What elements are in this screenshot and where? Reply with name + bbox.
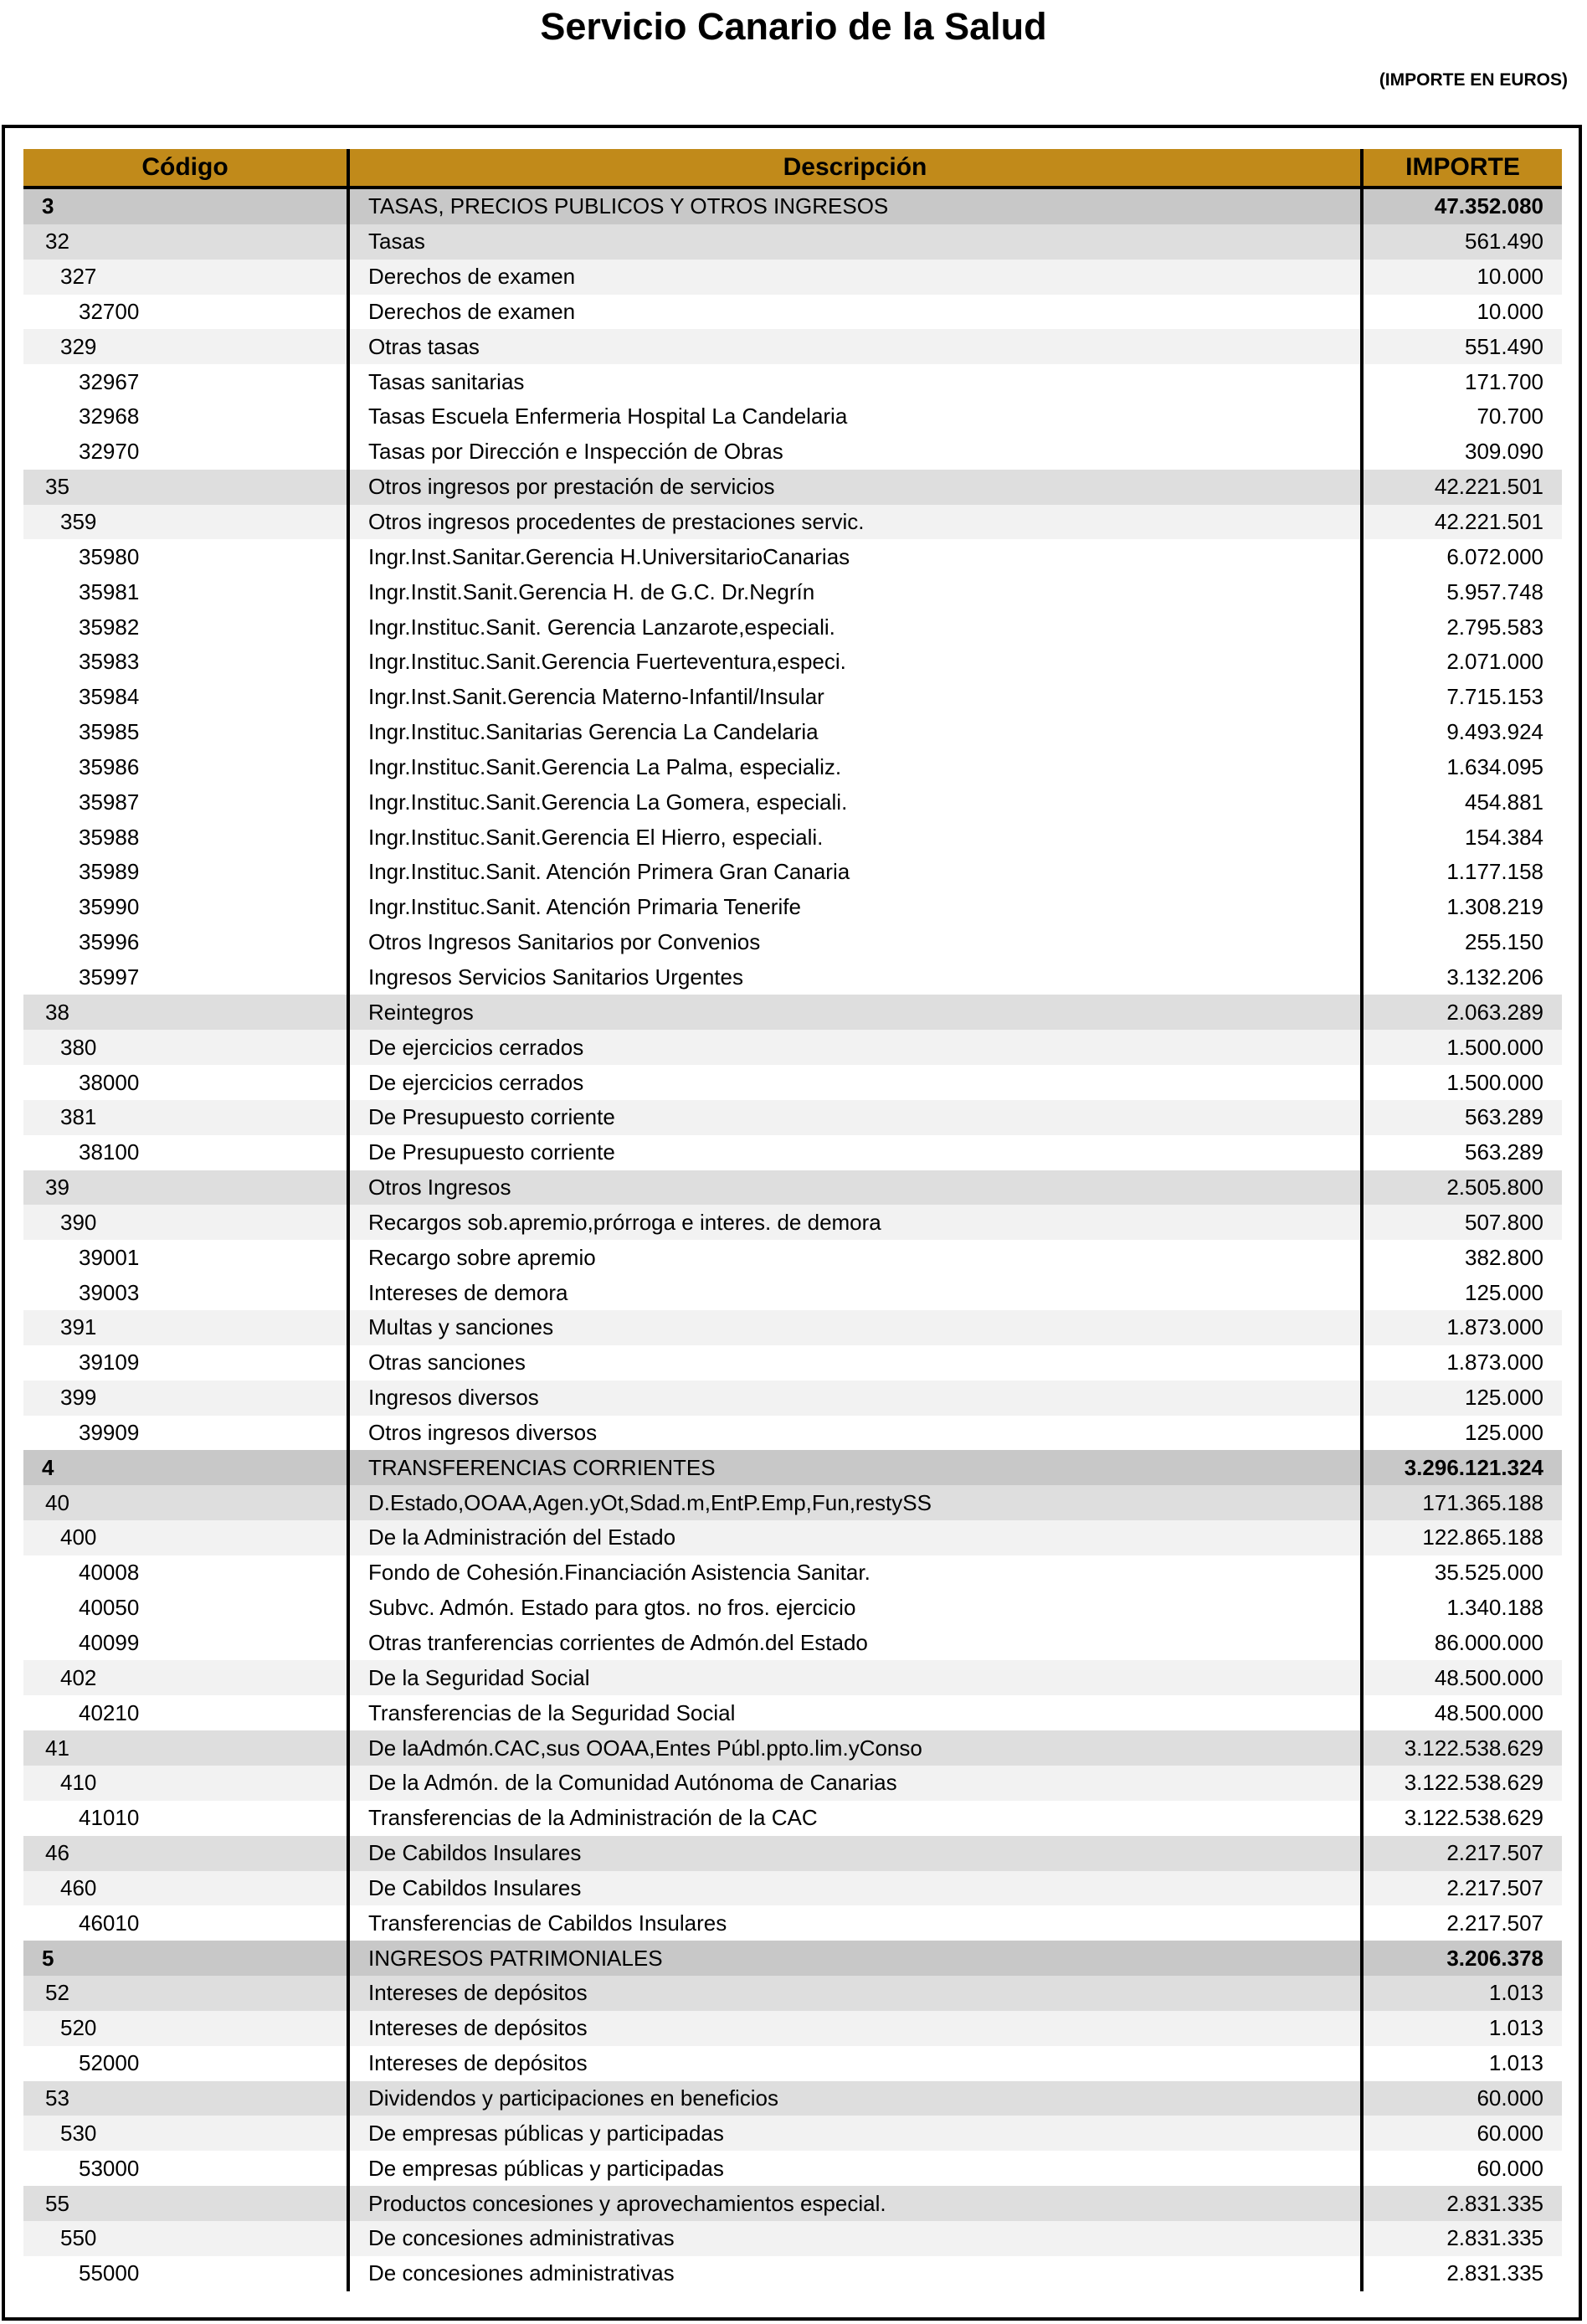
row-description: Reintegros [347, 995, 1364, 1030]
row-code: 35996 [79, 929, 140, 955]
row-code: 35987 [79, 789, 140, 815]
row-code: 460 [60, 1874, 97, 1900]
table-row [23, 2116, 1562, 2151]
table-row [23, 2151, 1562, 2186]
table-row [23, 224, 1562, 260]
table-row [23, 260, 1562, 295]
row-amount: 3.206.378 [1446, 1945, 1543, 1971]
row-description: De concesiones administrativas [347, 2256, 1364, 2291]
table-row [23, 715, 1562, 750]
row-amount: 2.831.335 [1446, 2225, 1543, 2251]
row-code: 35985 [79, 719, 140, 745]
row-code: 46 [45, 1840, 69, 1866]
row-amount: 1.177.158 [1446, 859, 1543, 885]
row-amount: 2.831.335 [1446, 2260, 1543, 2286]
row-amount: 3.122.538.629 [1404, 1770, 1543, 1796]
table-row [23, 1205, 1562, 1240]
row-code: 32968 [79, 404, 140, 429]
row-code: 40050 [79, 1595, 140, 1621]
row-amount: 125.000 [1465, 1419, 1543, 1445]
table-row [23, 574, 1562, 609]
row-amount: 125.000 [1465, 1279, 1543, 1305]
row-code: 391 [60, 1314, 97, 1340]
row-description: Intereses de depósitos [347, 1976, 1364, 2011]
row-amount: 6.072.000 [1446, 543, 1543, 569]
row-code: 520 [60, 2015, 97, 2041]
table-row [23, 189, 1562, 224]
row-code: 550 [60, 2225, 97, 2251]
table-row [23, 1310, 1562, 1345]
row-description: Transferencias de la Administración de la CAC [347, 1801, 1364, 1836]
row-code: 32700 [79, 298, 140, 324]
row-amount: 1.013 [1488, 1980, 1543, 2006]
row-description: Recargo sobre apremio [347, 1240, 1364, 1275]
row-description: Ingr.Instituc.Sanit.Gerencia El Hierro, especiali. [347, 820, 1364, 855]
row-amount: 2.071.000 [1446, 649, 1543, 675]
row-description: De laAdmón.CAC,sus OOAA,Entes Públ.ppto.lim.yConso [347, 1730, 1364, 1766]
row-code: 35982 [79, 614, 140, 640]
row-description: Otras sanciones [347, 1345, 1364, 1381]
row-code: 32970 [79, 439, 140, 465]
table-row [23, 1591, 1562, 1626]
row-code: 380 [60, 1034, 97, 1060]
row-code: 38100 [79, 1139, 140, 1165]
table-row [23, 505, 1562, 540]
row-code: 327 [60, 264, 97, 290]
row-code: 55000 [79, 2260, 140, 2286]
table-row [23, 1485, 1562, 1520]
row-amount: 70.700 [1477, 404, 1543, 429]
row-amount: 563.289 [1465, 1104, 1543, 1130]
table-row [23, 645, 1562, 680]
row-code: 402 [60, 1664, 97, 1690]
row-description: Otras tasas [347, 329, 1364, 364]
table-row [23, 434, 1562, 470]
table-row [23, 1555, 1562, 1591]
row-description: Ingr.Instituc.Sanit.Gerencia Fuerteventura,especi. [347, 645, 1364, 680]
table-body [23, 189, 1562, 2291]
row-description: Tasas sanitarias [347, 364, 1364, 399]
column-header-amount: IMPORTE [1405, 153, 1520, 181]
row-amount: 3.296.121.324 [1404, 1454, 1543, 1480]
column-header-code: Código [141, 153, 229, 181]
row-description: Tasas Escuela Enfermeria Hospital La Candelaria [347, 399, 1364, 434]
row-description: Ingresos diversos [347, 1381, 1364, 1416]
row-description: Productos concesiones y aprovechamientos especial. [347, 2186, 1364, 2221]
row-amount: 47.352.080 [1434, 193, 1543, 219]
table-row [23, 1520, 1562, 1555]
row-amount: 255.150 [1465, 929, 1543, 955]
row-description: Ingr.Inst.Sanitar.Gerencia H.UniversitarioCanarias [347, 539, 1364, 574]
row-code: 329 [60, 333, 97, 359]
row-description: De Cabildos Insulares [347, 1871, 1364, 1906]
row-amount: 561.490 [1465, 229, 1543, 255]
row-code: 35988 [79, 824, 140, 850]
row-code: 39909 [79, 1419, 140, 1445]
table-row [23, 1275, 1562, 1310]
row-amount: 1.634.095 [1446, 753, 1543, 779]
row-description: Otros ingresos diversos [347, 1416, 1364, 1451]
table-row [23, 1416, 1562, 1451]
row-code: 55 [45, 2190, 69, 2216]
table-row [23, 2081, 1562, 2116]
table-row [23, 1695, 1562, 1730]
row-amount: 382.800 [1465, 1244, 1543, 1270]
row-code: 399 [60, 1385, 97, 1411]
row-amount: 48.500.000 [1434, 1699, 1543, 1725]
table-row [23, 1626, 1562, 1661]
row-code: 40008 [79, 1560, 140, 1586]
row-description: Recargos sob.apremio,prórroga e interes. de demora [347, 1205, 1364, 1240]
table-row [23, 890, 1562, 925]
row-description: De ejercicios cerrados [347, 1065, 1364, 1100]
row-code: 35980 [79, 543, 140, 569]
row-description: De la Administración del Estado [347, 1520, 1364, 1555]
table-row [23, 2221, 1562, 2256]
row-amount: 5.957.748 [1446, 578, 1543, 604]
row-code: 3 [42, 193, 54, 219]
table-row [23, 1836, 1562, 1871]
row-description: Otros Ingresos Sanitarios por Convenios [347, 925, 1364, 960]
row-amount: 2.217.507 [1446, 1874, 1543, 1900]
row-description: De Presupuesto corriente [347, 1135, 1364, 1170]
row-code: 38000 [79, 1069, 140, 1095]
row-description: Intereses de demora [347, 1275, 1364, 1310]
row-code: 40210 [79, 1699, 140, 1725]
row-description: De la Admón. de la Comunidad Autónoma de Canarias [347, 1766, 1364, 1801]
table-row [23, 1100, 1562, 1135]
table-row [23, 364, 1562, 399]
row-amount: 2.505.800 [1446, 1175, 1543, 1201]
table-row [23, 855, 1562, 890]
table-row [23, 1730, 1562, 1766]
row-code: 400 [60, 1524, 97, 1550]
row-amount: 2.217.507 [1446, 1910, 1543, 1936]
table-row [23, 2046, 1562, 2081]
row-code: 41 [45, 1735, 69, 1761]
row-description: Ingr.Instituc.Sanit.Gerencia La Gomera, especiali. [347, 784, 1364, 820]
row-amount: 48.500.000 [1434, 1664, 1543, 1690]
row-amount: 1.500.000 [1446, 1034, 1543, 1060]
table-row [23, 1801, 1562, 1836]
row-code: 35989 [79, 859, 140, 885]
row-amount: 60.000 [1477, 2085, 1543, 2111]
row-code: 32 [45, 229, 69, 255]
row-description: Derechos de examen [347, 260, 1364, 295]
row-description: D.Estado,OOAA,Agen.yOt,Sdad.m,EntP.Emp,Fun,restySS [347, 1485, 1364, 1520]
table-row [23, 1381, 1562, 1416]
row-description: Transferencias de la Seguridad Social [347, 1695, 1364, 1730]
row-amount: 1.340.188 [1446, 1595, 1543, 1621]
row-code: 39003 [79, 1279, 140, 1305]
row-amount: 35.525.000 [1434, 1560, 1543, 1586]
row-amount: 42.221.501 [1434, 509, 1543, 535]
row-amount: 60.000 [1477, 2120, 1543, 2146]
table-row [23, 680, 1562, 715]
row-amount: 1.873.000 [1446, 1350, 1543, 1375]
row-code: 35 [45, 474, 69, 500]
table-row [23, 2256, 1562, 2291]
row-description: Derechos de examen [347, 295, 1364, 330]
budget-table [23, 149, 1562, 2291]
table-row [23, 1871, 1562, 1906]
row-amount: 2.795.583 [1446, 614, 1543, 640]
row-code: 41010 [79, 1805, 140, 1831]
row-amount: 309.090 [1465, 439, 1543, 465]
row-code: 35990 [79, 894, 140, 920]
row-amount: 1.873.000 [1446, 1314, 1543, 1340]
units-note: (IMPORTE EN EUROS) [1379, 70, 1568, 90]
row-code: 39109 [79, 1350, 140, 1375]
table-row [23, 1660, 1562, 1695]
row-amount: 1.308.219 [1446, 894, 1543, 920]
row-amount: 154.384 [1465, 824, 1543, 850]
row-code: 53 [45, 2085, 69, 2111]
table-row [23, 1976, 1562, 2011]
row-description: INGRESOS PATRIMONIALES [347, 1941, 1364, 1976]
row-description: Otras tranferencias corrientes de Admón.del Estado [347, 1626, 1364, 1661]
table-row [23, 750, 1562, 785]
row-code: 39001 [79, 1244, 140, 1270]
row-code: 410 [60, 1770, 97, 1796]
row-description: Ingr.Instituc.Sanit. Atención Primaria Tenerife [347, 890, 1364, 925]
row-description: Ingresos Servicios Sanitarios Urgentes [347, 960, 1364, 995]
row-code: 46010 [79, 1910, 140, 1936]
row-description: Ingr.Inst.Sanit.Gerencia Materno-Infantil/Insular [347, 680, 1364, 715]
row-code: 52000 [79, 2050, 140, 2076]
row-description: De Cabildos Insulares [347, 1836, 1364, 1871]
row-amount: 3.122.538.629 [1404, 1805, 1543, 1831]
row-description: Ingr.Instituc.Sanit. Gerencia Lanzarote,especiali. [347, 609, 1364, 645]
row-code: 5 [42, 1945, 54, 1971]
table-row [23, 1345, 1562, 1381]
row-amount: 507.800 [1465, 1209, 1543, 1235]
table-header [23, 149, 1562, 189]
table-row [23, 1065, 1562, 1100]
row-description: Ingr.Instituc.Sanit.Gerencia La Palma, especializ. [347, 750, 1364, 785]
row-code: 390 [60, 1209, 97, 1235]
row-code: 381 [60, 1104, 97, 1130]
row-code: 40 [45, 1489, 69, 1515]
table-row [23, 470, 1562, 505]
table-row [23, 995, 1562, 1030]
row-code: 359 [60, 509, 97, 535]
row-code: 39 [45, 1175, 69, 1201]
row-code: 32967 [79, 368, 140, 394]
row-amount: 2.217.507 [1446, 1840, 1543, 1866]
row-description: De empresas públicas y participadas [347, 2116, 1364, 2151]
row-description: De empresas públicas y participadas [347, 2151, 1364, 2186]
row-amount: 1.013 [1488, 2015, 1543, 2041]
row-description: Multas y sanciones [347, 1310, 1364, 1345]
table-row [23, 960, 1562, 995]
row-amount: 1.500.000 [1446, 1069, 1543, 1095]
row-code: 52 [45, 1980, 69, 2006]
row-description: TASAS, PRECIOS PUBLICOS Y OTROS INGRESOS [347, 189, 1364, 224]
column-header-description: Descripción [347, 149, 1364, 186]
row-description: Ingr.Instituc.Sanitarias Gerencia La Candelaria [347, 715, 1364, 750]
row-description: De ejercicios cerrados [347, 1030, 1364, 1065]
row-amount: 7.715.153 [1446, 684, 1543, 710]
row-amount: 125.000 [1465, 1385, 1543, 1411]
row-amount: 10.000 [1477, 298, 1543, 324]
row-code: 35997 [79, 964, 140, 990]
row-amount: 122.865.188 [1422, 1524, 1543, 1550]
row-amount: 3.122.538.629 [1404, 1735, 1543, 1761]
row-description: Subvc. Admón. Estado para gtos. no fros. ejercicio [347, 1591, 1364, 1626]
row-description: Otros ingresos por prestación de servicios [347, 470, 1364, 505]
table-row [23, 1030, 1562, 1065]
table-row [23, 539, 1562, 574]
table-row [23, 1766, 1562, 1801]
table-row [23, 784, 1562, 820]
table-row [23, 1170, 1562, 1206]
table-row [23, 2011, 1562, 2046]
row-amount: 42.221.501 [1434, 474, 1543, 500]
row-code: 530 [60, 2120, 97, 2146]
table-row [23, 1450, 1562, 1485]
table-row [23, 399, 1562, 434]
row-description: De concesiones administrativas [347, 2221, 1364, 2256]
row-amount: 9.493.924 [1446, 719, 1543, 745]
row-amount: 1.013 [1488, 2050, 1543, 2076]
row-description: Intereses de depósitos [347, 2046, 1364, 2081]
row-amount: 10.000 [1477, 264, 1543, 290]
row-amount: 86.000.000 [1434, 1630, 1543, 1656]
row-amount: 2.063.289 [1446, 999, 1543, 1025]
row-description: Ingr.Instituc.Sanit. Atención Primera Gran Canaria [347, 855, 1364, 890]
table-row [23, 1905, 1562, 1941]
row-description: TRANSFERENCIAS CORRIENTES [347, 1450, 1364, 1485]
row-code: 35983 [79, 649, 140, 675]
row-description: Tasas [347, 224, 1364, 260]
table-row [23, 609, 1562, 645]
row-description: De la Seguridad Social [347, 1660, 1364, 1695]
row-amount: 171.365.188 [1422, 1489, 1543, 1515]
row-description: Otros ingresos procedentes de prestaciones servic. [347, 505, 1364, 540]
row-description: Dividendos y participaciones en beneficios [347, 2081, 1364, 2116]
row-description: Ingr.Instit.Sanit.Gerencia H. de G.C. Dr.Negrín [347, 574, 1364, 609]
row-amount: 3.132.206 [1446, 964, 1543, 990]
row-description: Transferencias de Cabildos Insulares [347, 1905, 1364, 1941]
table-row [23, 1135, 1562, 1170]
row-code: 53000 [79, 2155, 140, 2181]
row-description: Tasas por Dirección e Inspección de Obras [347, 434, 1364, 470]
row-description: Intereses de depósitos [347, 2011, 1364, 2046]
table-row [23, 295, 1562, 330]
page-title: Servicio Canario de la Salud [540, 5, 1047, 48]
table-row [23, 1240, 1562, 1275]
table-row [23, 1941, 1562, 1976]
row-amount: 551.490 [1465, 333, 1543, 359]
row-description: Otros Ingresos [347, 1170, 1364, 1206]
table-row [23, 820, 1562, 855]
row-description: De Presupuesto corriente [347, 1100, 1364, 1135]
row-amount: 171.700 [1465, 368, 1543, 394]
table-row [23, 925, 1562, 960]
row-amount: 60.000 [1477, 2155, 1543, 2181]
row-code: 35981 [79, 578, 140, 604]
row-description: Fondo de Cohesión.Financiación Asistencia Sanitar. [347, 1555, 1364, 1591]
row-amount: 563.289 [1465, 1139, 1543, 1165]
table-row [23, 2186, 1562, 2221]
row-code: 35984 [79, 684, 140, 710]
row-code: 4 [42, 1454, 54, 1480]
row-amount: 454.881 [1465, 789, 1543, 815]
table-row [23, 329, 1562, 364]
row-code: 35986 [79, 753, 140, 779]
row-code: 38 [45, 999, 69, 1025]
row-amount: 2.831.335 [1446, 2190, 1543, 2216]
row-code: 40099 [79, 1630, 140, 1656]
